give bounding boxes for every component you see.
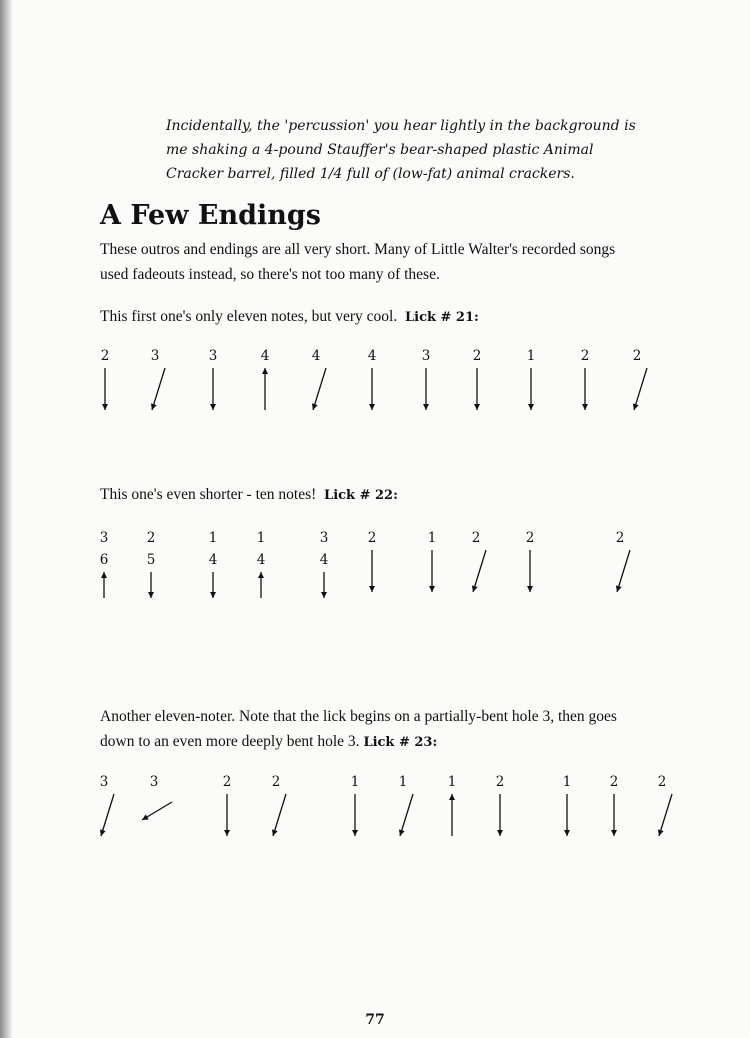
arrow-head-down-icon	[210, 404, 216, 410]
arrow-head-up-icon	[258, 572, 264, 578]
lick-21-tablature	[0, 340, 750, 430]
arrow-head-down-icon	[352, 830, 358, 836]
tab-note	[209, 530, 218, 598]
lick-21-text: This first one's only eleven notes, but very cool.	[100, 308, 398, 325]
tab-note	[101, 348, 110, 410]
hole-number: 2	[657, 774, 667, 790]
hole-number: 2	[471, 530, 481, 546]
hole-number: 4	[260, 348, 270, 364]
hole-number: 1	[208, 530, 218, 546]
bend-arrow	[400, 794, 413, 836]
hole-number-lower: 5	[146, 552, 156, 568]
bend-arrow	[634, 368, 647, 410]
arrow-head-down-icon	[429, 586, 435, 592]
hole-number: 2	[271, 774, 281, 790]
arrow-head-down-icon	[423, 404, 429, 410]
tab-note	[142, 774, 172, 820]
arrow-head-down-icon	[148, 592, 154, 598]
tab-note	[616, 530, 630, 592]
intro-line: me shaking a 4-pound Stauffer's bear-shaped plastic Animal	[166, 142, 594, 158]
arrow-head-up-icon	[449, 794, 455, 800]
tab-note	[428, 530, 437, 592]
arrow-head-down-icon	[321, 592, 327, 598]
tab-note	[658, 774, 672, 836]
lick-21-caption	[100, 304, 700, 330]
arrow-head-down-icon	[564, 830, 570, 836]
tab-note	[272, 774, 286, 836]
hole-number: 2	[472, 348, 482, 364]
intro-line: Cracker barrel, filled 1/4 full of (low-fat) animal crackers.	[166, 166, 575, 182]
arrow-head-down-icon	[369, 404, 375, 410]
bend-arrow	[152, 368, 165, 410]
hole-number-lower: 4	[319, 552, 329, 568]
tab-note	[261, 348, 270, 410]
arrow-head-up-icon	[262, 368, 268, 374]
tab-note	[368, 348, 377, 410]
tab-note	[526, 530, 535, 592]
hole-number-lower: 4	[208, 552, 218, 568]
hole-number: 3	[208, 348, 218, 364]
hole-number: 3	[150, 348, 160, 364]
hole-number: 1	[256, 530, 266, 546]
hole-number: 4	[311, 348, 321, 364]
hole-number: 4	[367, 348, 377, 364]
tab-note	[633, 348, 647, 410]
section-intro-line: used fadeouts instead, so there's not too many of these.	[100, 266, 440, 283]
hole-number: 2	[580, 348, 590, 364]
bend-arrow	[659, 794, 672, 836]
section-intro-line: These outros and endings are all very short. Many of Little Walter's recorded songs	[100, 241, 616, 258]
arrow-head-down-icon	[210, 592, 216, 598]
tab-note	[496, 774, 505, 836]
bend-arrow	[101, 794, 114, 836]
lick-23-text-line: down to an even more deeply bent hole 3.	[100, 733, 360, 750]
lick-23-text-line: Another eleven-noter. Note that the lick begins on a partially-bent hole 3, then goes	[100, 708, 617, 725]
page-number: 77	[365, 1012, 385, 1028]
tab-note	[209, 348, 218, 410]
arrow-head-down-icon	[528, 404, 534, 410]
book-binding-shadow	[0, 0, 12, 1038]
arrow-head-down-icon	[102, 404, 108, 410]
arrow-head-down-icon	[582, 404, 588, 410]
tab-note	[147, 530, 156, 598]
arrow-head-down-icon	[224, 830, 230, 836]
tab-note	[368, 530, 377, 592]
tab-note	[100, 774, 114, 836]
tab-note	[472, 530, 486, 592]
lick-22-tablature	[0, 522, 750, 612]
arrow-head-down-icon	[527, 586, 533, 592]
lick-23-caption	[100, 704, 700, 755]
bend-arrow	[273, 794, 286, 836]
lick-22-label: Lick # 22:	[324, 488, 398, 503]
arrow-head-down-icon	[497, 830, 503, 836]
hole-number: 2	[222, 774, 232, 790]
bend-arrow	[617, 550, 630, 592]
tab-note	[100, 530, 109, 598]
tab-note	[473, 348, 482, 410]
hole-number: 1	[562, 774, 572, 790]
tab-note	[610, 774, 619, 836]
hole-number: 1	[427, 530, 437, 546]
hole-number: 2	[367, 530, 377, 546]
tab-note	[257, 530, 266, 598]
hole-number: 3	[421, 348, 431, 364]
lick-23-tablature	[0, 766, 750, 856]
hole-number: 2	[146, 530, 156, 546]
hole-number: 3	[149, 774, 159, 790]
intro-note	[166, 114, 636, 186]
bend-arrow	[313, 368, 326, 410]
hole-number: 3	[319, 530, 329, 546]
intro-line: Incidentally, the 'percussion' you hear lightly in the background is	[166, 118, 636, 134]
hole-number-lower: 6	[99, 552, 109, 568]
tab-note	[399, 774, 413, 836]
tab-note	[312, 348, 326, 410]
hole-number: 1	[398, 774, 408, 790]
hole-number: 2	[525, 530, 535, 546]
tab-note	[448, 774, 457, 836]
hole-number: 2	[632, 348, 642, 364]
lick-22-caption	[100, 482, 700, 508]
hole-number: 2	[495, 774, 505, 790]
arrow-head-up-icon	[101, 572, 107, 578]
hole-number: 1	[526, 348, 536, 364]
hole-number: 1	[447, 774, 457, 790]
tab-note	[351, 774, 360, 836]
hole-number-lower: 4	[256, 552, 266, 568]
hole-number: 2	[609, 774, 619, 790]
arrow-head-down-icon	[611, 830, 617, 836]
bend-arrow	[473, 550, 486, 592]
lick-22-text: This one's even shorter - ten notes!	[100, 486, 317, 503]
tab-note	[320, 530, 329, 598]
tab-note	[527, 348, 536, 410]
tab-note	[223, 774, 232, 836]
lick-23-label: Lick # 23:	[363, 735, 438, 750]
hole-number: 3	[99, 774, 109, 790]
section-title: A Few Endings	[100, 200, 321, 231]
hole-number: 3	[99, 530, 109, 546]
hole-number: 1	[350, 774, 360, 790]
tab-note	[563, 774, 572, 836]
arrow-head-down-icon	[474, 404, 480, 410]
tab-note	[422, 348, 431, 410]
tab-note	[581, 348, 590, 410]
hole-number: 2	[100, 348, 110, 364]
lick-21-label: Lick # 21:	[404, 310, 479, 325]
tab-note	[151, 348, 165, 410]
section-intro	[100, 237, 700, 287]
hole-number: 2	[615, 530, 625, 546]
arrow-head-down-icon	[369, 586, 375, 592]
